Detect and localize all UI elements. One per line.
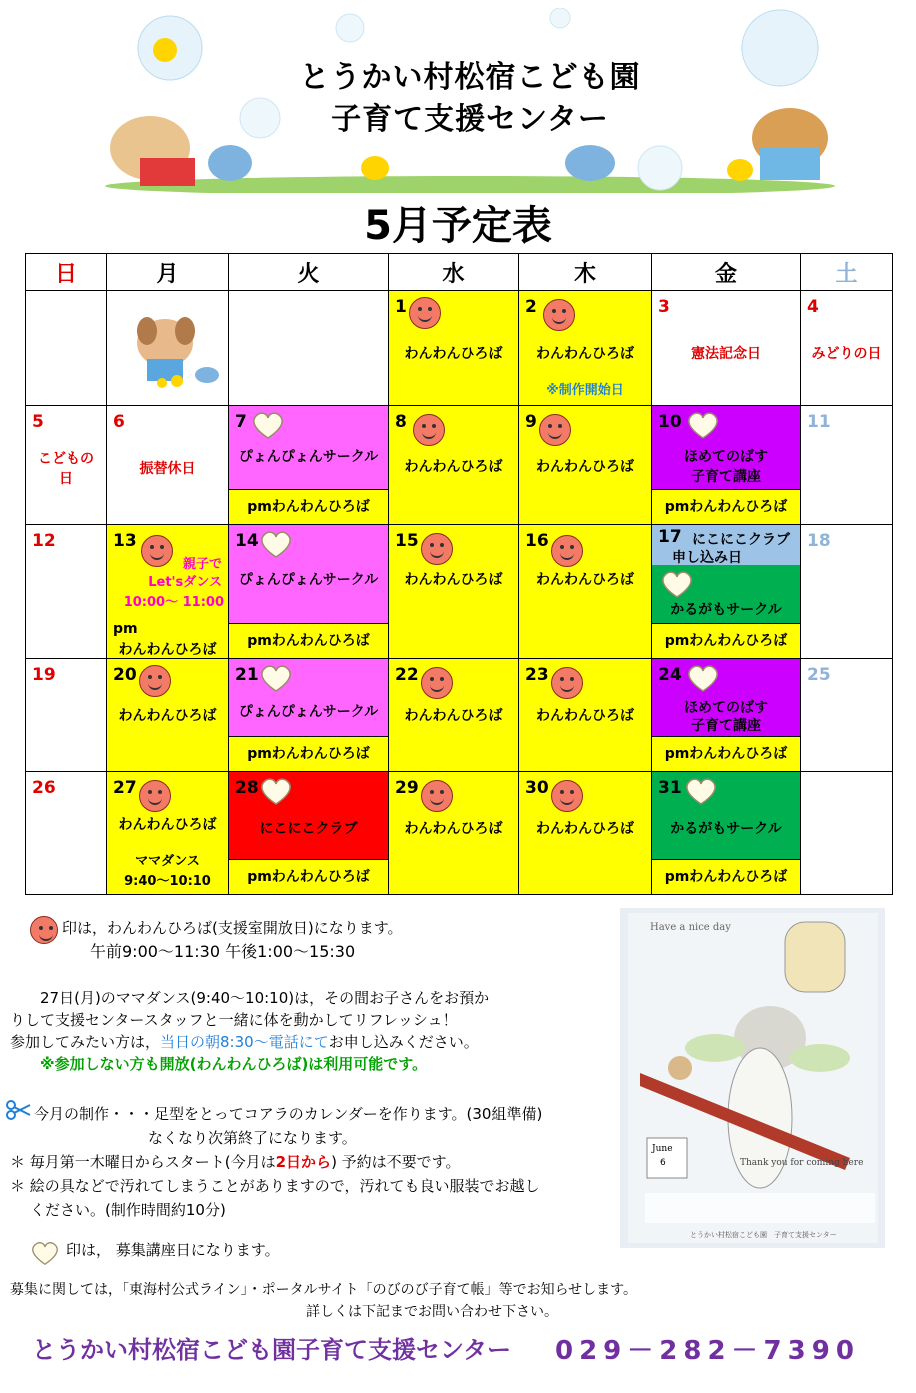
weekday-header-row — [26, 254, 893, 291]
note-line — [10, 1152, 460, 1172]
photo-caption: とうかい村松宿こども園 子育て支援センター — [690, 1231, 837, 1239]
week-row — [26, 525, 893, 659]
event-label: かるがもサークル — [670, 602, 782, 618]
pm-event-label: pmわんわんひろば — [229, 489, 388, 524]
koala-calendar-illustration — [620, 908, 885, 1248]
day-cell-31 — [652, 772, 801, 895]
pm-event-label: pmわんわんひろば — [652, 736, 800, 771]
smiley-icon — [413, 414, 445, 446]
day-cell-illustration — [107, 291, 229, 406]
event-label: 子育て講座 — [691, 718, 761, 734]
day-cell-14 — [229, 525, 389, 659]
event-label: わんわんひろば — [536, 346, 634, 362]
day-number: 14 — [235, 531, 259, 551]
event-label: ぴょんぴょんサークル — [238, 449, 379, 465]
page-title: 5月予定表 — [364, 203, 552, 249]
event-label: わんわんひろば — [536, 708, 634, 724]
day-cell-12 — [26, 525, 107, 659]
holiday-label: 振替休日 — [139, 461, 196, 477]
event-label: わんわんひろば — [536, 459, 634, 475]
event-label: にこにこクラブ — [259, 821, 358, 837]
note-line — [10, 1032, 479, 1052]
day-number: 5 — [32, 412, 44, 432]
day-number: 7 — [235, 412, 247, 432]
event-label: わんわんひろば — [536, 572, 634, 588]
week-row — [26, 659, 893, 772]
event-label: わんわんひろば — [404, 346, 503, 362]
dog-illustration — [107, 291, 227, 401]
calendar-table — [25, 253, 893, 895]
note-line: りして支援センタースタッフと一緒に体を動かしてリフレッシュ！ — [10, 1011, 458, 1029]
day-number: 16 — [525, 531, 549, 551]
day-number: 9 — [525, 412, 537, 432]
day-cell-13 — [107, 525, 229, 659]
weekday-tue: 火 — [229, 254, 389, 291]
note-line: なくなり次第終了になります。 — [148, 1129, 357, 1147]
day-number: 15 — [395, 531, 419, 551]
day-number: 27 — [113, 778, 137, 798]
center-name-line2: 子育て支援センター — [331, 102, 609, 137]
event-label: わんわんひろば — [118, 708, 217, 724]
event-time: 9:40～10:10 — [124, 874, 211, 889]
note-text: ) 予約は不要です。 — [331, 1153, 461, 1171]
event-time: 10:00～ 11:00 — [123, 595, 224, 610]
day-number: 4 — [807, 297, 819, 317]
day-number: 26 — [32, 778, 56, 798]
day-cell-20 — [107, 659, 229, 772]
weekday-sun: 日 — [26, 254, 107, 291]
pm-event-label: pmわんわんひろば — [652, 489, 800, 524]
day-cell-1 — [389, 291, 519, 406]
heart-icon — [251, 410, 285, 440]
day-cell-25 — [801, 659, 893, 772]
event-label: わんわんひろば — [404, 572, 503, 588]
holiday-label: 日 — [59, 471, 73, 487]
day-cell-8 — [389, 406, 519, 525]
event-label: ぴょんぴょんサークル — [238, 572, 379, 588]
day-number: 19 — [32, 665, 56, 685]
day-cell-15 — [389, 525, 519, 659]
note-line: 募集に関しては，「東海村公式ライン」・ポータルサイト「のびのび子育て帳」等でお知らせします。 — [10, 1282, 638, 1298]
note-line: 印は，わんわんひろば(支援室開放日)になります。 — [62, 919, 403, 937]
day-cell-3 — [652, 291, 801, 406]
day-cell-17 — [652, 525, 801, 659]
day-cell-9 — [519, 406, 652, 525]
day-cell-5 — [26, 406, 107, 525]
day-number: 8 — [395, 412, 407, 432]
event-label: わんわんひろば — [404, 821, 503, 837]
day-cell-11 — [801, 406, 893, 525]
day-number: 13 — [113, 531, 137, 551]
heart-icon — [259, 776, 293, 806]
event-label: 親子で — [182, 557, 222, 572]
event-label: Let'sダンス — [148, 575, 222, 590]
day-cell-26 — [26, 772, 107, 895]
day-cell-21 — [229, 659, 389, 772]
heart-icon — [686, 410, 720, 440]
note-highlight: 2日から — [275, 1153, 332, 1171]
day-cell-19 — [26, 659, 107, 772]
day-number: 1 — [395, 297, 407, 317]
day-cell-6 — [107, 406, 229, 525]
event-label: ほめてのばす — [684, 700, 768, 716]
event-label: わんわんひろば — [536, 821, 634, 837]
day-number: 6 — [113, 412, 125, 432]
day-number: 22 — [395, 665, 419, 685]
center-name-line1: とうかい村松宿こども園 — [299, 60, 641, 95]
pm-event-label: pmわんわんひろば — [229, 859, 388, 894]
craft-photo — [620, 908, 885, 1248]
smiley-icon — [421, 667, 453, 699]
event-label: ほめてのばす — [684, 449, 768, 465]
event-label: pm — [113, 621, 138, 637]
note-hours: 午前9:00～11:30 午後1:00～15:30 — [90, 942, 356, 961]
event-label: わんわんひろば — [118, 817, 217, 833]
event-label: ママダンス — [135, 854, 200, 869]
note-text: ＊ 毎月第一木曜日からスタート(今月は — [10, 1153, 276, 1171]
day-cell-2 — [519, 291, 652, 406]
pm-event-label: pmわんわんひろば — [229, 623, 388, 658]
event-label: にこにこクラブ — [692, 532, 790, 548]
day-cell-10 — [652, 406, 801, 525]
day-number: 25 — [807, 665, 831, 685]
day-number: 17 — [658, 527, 682, 547]
heart-icon — [684, 776, 718, 806]
day-number: 11 — [807, 412, 831, 432]
day-cell-empty — [26, 291, 107, 406]
week-row — [26, 406, 893, 525]
day-number: 18 — [807, 531, 831, 551]
heart-icon — [259, 663, 293, 693]
day-cell-27 — [107, 772, 229, 895]
event-label: 申し込み日 — [672, 550, 742, 566]
note-highlight: 当日の朝8:30～電話にて — [160, 1033, 329, 1051]
weekday-sat: 土 — [801, 254, 893, 291]
heart-icon — [686, 663, 720, 693]
day-number: 29 — [395, 778, 419, 798]
photo-day: 6 — [660, 1158, 666, 1168]
day-cell-30 — [519, 772, 652, 895]
scissors-icon — [6, 1100, 32, 1120]
day-cell-22 — [389, 659, 519, 772]
heart-icon — [30, 1240, 60, 1266]
day-number: 30 — [525, 778, 549, 798]
smiley-icon — [409, 297, 441, 329]
note-line: ＊ 絵の具などで汚れてしまうことがありますので，汚れても良い服装でお越し — [10, 1177, 540, 1195]
smiley-icon — [543, 299, 575, 331]
event-label: わんわんひろば — [118, 642, 217, 658]
weekday-fri: 金 — [652, 254, 801, 291]
day-number: 21 — [235, 665, 259, 685]
day-cell-empty — [801, 772, 893, 895]
event-label: わんわんひろば — [404, 459, 503, 475]
day-cell-18 — [801, 525, 893, 659]
day-cell-24 — [652, 659, 801, 772]
day-cell-7 — [229, 406, 389, 525]
event-label: かるがもサークル — [670, 821, 782, 837]
smiley-icon — [139, 780, 171, 812]
pm-event-label: pmわんわんひろば — [652, 859, 800, 894]
photo-month: June — [652, 1144, 673, 1154]
week-row — [26, 291, 893, 406]
heart-icon — [259, 529, 293, 559]
note-line: 27日(月)のママダンス(9:40～10:10)は，その間お子さんをお預か — [40, 989, 490, 1007]
day-number: 24 — [658, 665, 682, 685]
holiday-label: こどもの — [38, 451, 94, 467]
pm-event-label: pmわんわんひろば — [229, 736, 388, 771]
day-number: 10 — [658, 412, 682, 432]
smiley-icon — [421, 780, 453, 812]
day-number: 12 — [32, 531, 56, 551]
note-line: ください。(制作時間約10分) — [30, 1201, 226, 1219]
pm-event-label: pmわんわんひろば — [652, 623, 800, 658]
note-line: 詳しくは下記までお問い合わせ下さい。 — [306, 1304, 558, 1320]
note-line: 今月の制作・・・足型をとってコアラのカレンダーを作ります。(30組準備) — [34, 1105, 543, 1123]
week-row — [26, 772, 893, 895]
note-line: ※参加しない方も開放(わんわんひろば)は利用可能です。 — [40, 1055, 428, 1073]
heart-icon — [660, 569, 694, 599]
holiday-label: みどりの日 — [811, 346, 882, 362]
event-label: ぴょんぴょんサークル — [238, 704, 379, 720]
day-cell-empty — [229, 291, 389, 406]
photo-greeting: Have a nice day — [650, 922, 731, 933]
day-number: 20 — [113, 665, 137, 685]
day-number: 23 — [525, 665, 549, 685]
day-number: 28 — [235, 778, 259, 798]
weekday-mon: 月 — [107, 254, 229, 291]
footer-center-name: とうかい村松宿こども園子育て支援センター — [32, 1336, 512, 1364]
note-line: 印は， 募集講座日になります。 — [66, 1241, 280, 1259]
day-cell-4 — [801, 291, 893, 406]
holiday-label: 憲法記念日 — [691, 346, 761, 362]
header-banner — [100, 8, 840, 193]
craft-start-note: ※制作開始日 — [546, 383, 624, 398]
footer-phone: 029－282－7390 — [555, 1336, 860, 1366]
day-number: 3 — [658, 297, 670, 317]
day-cell-28 — [229, 772, 389, 895]
smiley-icon — [421, 533, 453, 565]
day-cell-29 — [389, 772, 519, 895]
day-number: 31 — [658, 778, 682, 798]
weekday-thu: 木 — [519, 254, 652, 291]
note-text: 参加してみたい方は， — [10, 1033, 161, 1051]
event-label: わんわんひろば — [404, 708, 503, 724]
smiley-icon — [551, 667, 583, 699]
day-number: 2 — [525, 297, 537, 317]
smiley-icon — [551, 535, 583, 567]
smiley-icon — [30, 916, 58, 944]
day-cell-16 — [519, 525, 652, 659]
smiley-icon — [551, 780, 583, 812]
note-text: お申し込みください。 — [328, 1033, 479, 1051]
smiley-icon — [139, 665, 171, 697]
event-label: 子育て講座 — [691, 469, 761, 485]
smiley-icon — [539, 414, 571, 446]
photo-thanks: Thank you for coming here — [740, 1158, 864, 1168]
day-cell-23 — [519, 659, 652, 772]
weekday-wed: 水 — [389, 254, 519, 291]
